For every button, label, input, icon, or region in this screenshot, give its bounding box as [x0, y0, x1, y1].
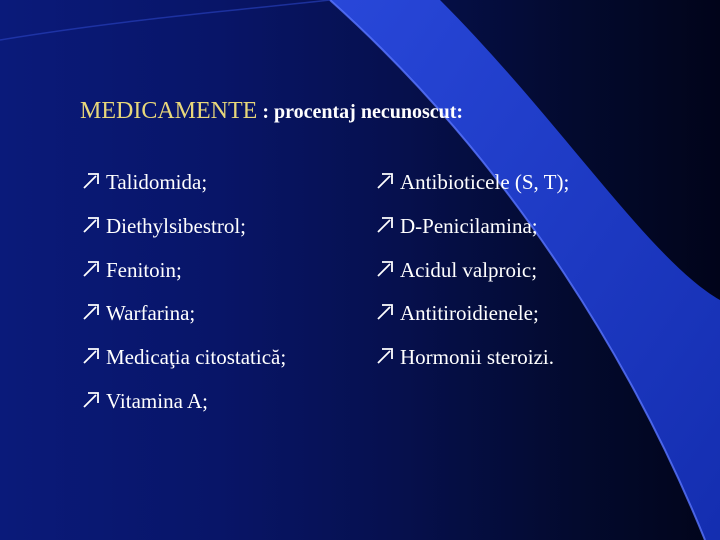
title-main: MEDICAMENTE [80, 98, 258, 124]
arrow-up-right-icon [374, 212, 400, 236]
arrow-up-right-icon [80, 299, 106, 323]
decorative-arc-inner [0, 0, 330, 40]
list-item-label: Vitamina A; [106, 388, 208, 413]
list-item [374, 168, 569, 212]
list-item-label: Hormonii steroizi. [400, 345, 554, 370]
right-list [374, 168, 569, 387]
list-item-label: Fenitoin; [106, 257, 182, 282]
arrow-up-right-icon [80, 387, 106, 411]
list-item-label: D-Penicilamina; [400, 213, 538, 238]
list-item-label: Acidul valproic; [400, 257, 538, 282]
list-item-label: Diethylsibestrol; [106, 213, 246, 238]
list-item [374, 343, 569, 387]
arrow-up-right-icon [80, 212, 106, 236]
list-item [80, 168, 286, 212]
list-item-label: Antitiroidienele; [400, 301, 539, 326]
list-item [80, 387, 286, 431]
arrow-up-right-icon [374, 299, 400, 323]
title-rest: : procentaj necunoscut: [257, 101, 464, 123]
list-item [80, 212, 286, 256]
arrow-up-right-icon [80, 256, 106, 280]
list-item [80, 343, 286, 387]
arrow-up-right-icon [374, 168, 400, 192]
list-item-label: Medicaţia citostatică; [106, 345, 287, 370]
left-list [80, 168, 286, 431]
list-item [374, 256, 569, 300]
list-item [374, 299, 569, 343]
arrow-up-right-icon [374, 343, 400, 367]
list-item-label: Warfarina; [106, 301, 196, 326]
list-item [374, 212, 569, 256]
arrow-up-right-icon [80, 343, 106, 367]
list-item [80, 299, 286, 343]
arrow-up-right-icon [80, 168, 106, 192]
arrow-up-right-icon [374, 256, 400, 280]
slide-title [80, 96, 463, 127]
list-item-label: Talidomida; [106, 170, 208, 194]
list-item-label: Antibioticele (S, T); [400, 170, 570, 194]
list-item [80, 256, 286, 300]
